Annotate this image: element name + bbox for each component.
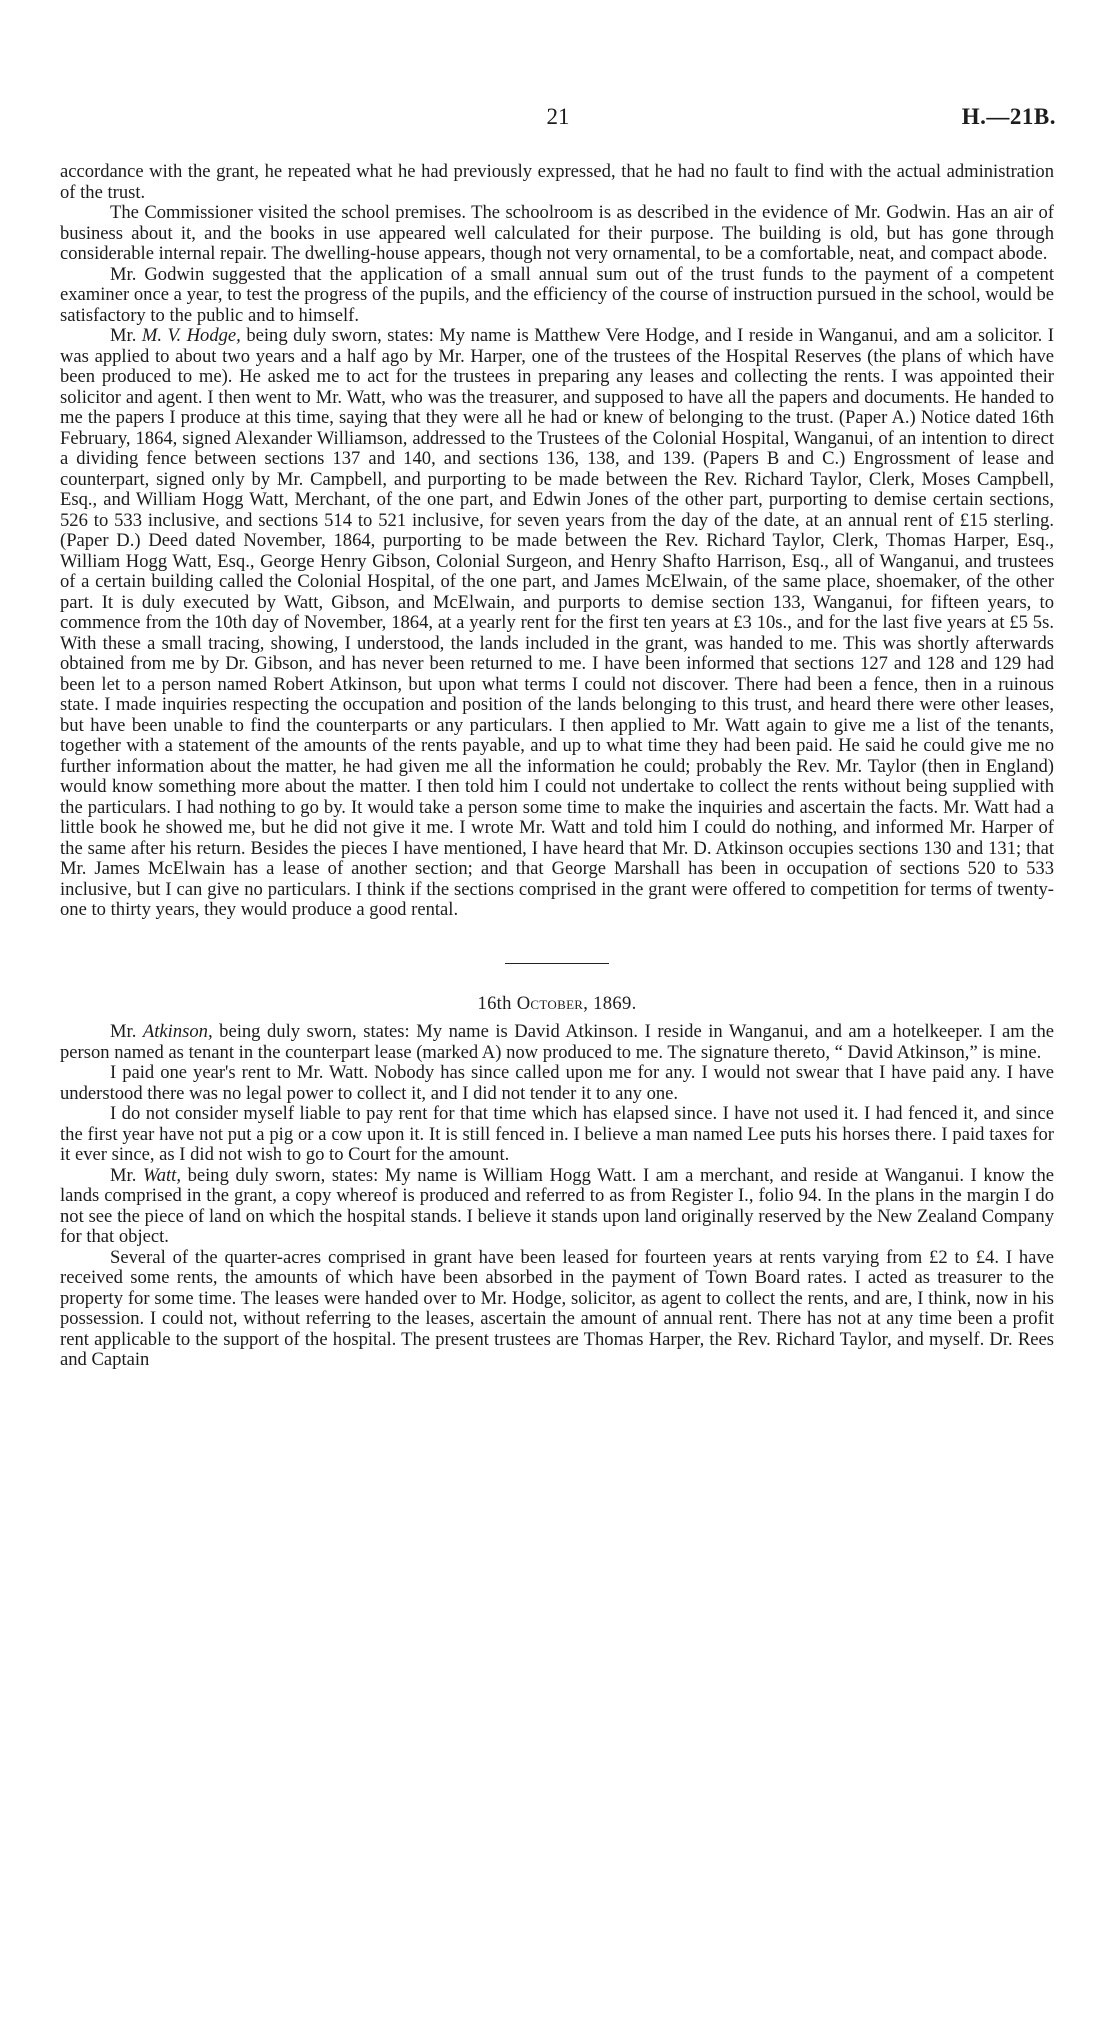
date-year: , 1869. — [583, 992, 637, 1014]
date-day: 16th — [477, 992, 512, 1014]
page-number: 21 — [546, 104, 570, 129]
witness-statement: being duly sworn, states: My name is Matthew Vere Hodge, and I reside in Wanganui, and am a solicitor. I was applied to about two years and a half ago by Mr. Harper, one of the trustees of the Hospital Reserves (the plans of which have been produced to me). He asked me to act for the trustees in preparing any leases and collecting the rents. I was appointed their solicitor and agent. I then went to Mr. Watt, who was the treasurer, and supposed to have all the papers and documents. He handed to me the papers I produce at this time, saying that they were all he had or knew of belonging to the trust. (Paper A.) Notice dated 16th February, 1864, signed Alexander Williamson, addressed to the Trustees of the Colonial Hospital, Wanganui, of an intention to direct a dividing fence between sections 137 and 140, and sections 136, 138, and 139. (Papers B and C.) Engrossment of lease and counterpart, signed only by Mr. Campbell, and purporting to be made between the Rev. Richard Taylor, Clerk, Moses Campbell, Esq., and William Hogg Watt, Merchant, of the one part, and Edwin Jones of the other part, purporting to demise certain sections, 526 to 533 inclusive, and sections 514 to 521 inclusive, for seven years from the day of the date, at an annual rent of £15 sterling. (Paper D.) Deed dated November, 1864, purporting to be made between the Rev. Richard Taylor, Clerk, Thomas Harper, Esq., William Hogg Watt, Esq., George Henry Gibson, Colonial Surgeon, and Henry Shafto Harrison, Esq., all of Wanganui, and trustees of a certain building called the Colonial Hospital, of the one part, and James McElwain, of the same place, shoemaker, of the other part. It is duly executed by Watt, Gibson, and McElwain, and purports to demise section 133, Wanganui, for fifteen years, to commence from the 10th day of November, 1864, at a yearly rent for the first ten years at £3 10s., and for the last five years at £5 5s. With these a small tracing, showing, I understood, the lands included in the grant, was handed to me. This was shortly afterwards obtained from me by Dr. Gibson, and has never been returned to me. I have been informed that sections 127 and 128 and 129 had been let to a person named Robert Atkinson, but upon what terms I could not discover. There had been a fence, then in a ruinous state. I made inquiries respecting the occupation and position of the lands belonging to this trust, and heard there were other leases, but have been unable to find the counterparts or any particulars. I then applied to Mr. Watt again to give me a list of the tenants, together with a statement of the amounts of the rents payable, and up to what time they had been paid. He said he could give me no further information about the matter, he had given me all the information he could; probably the Rev. Mr. Taylor (then in England) would know something more about the matter. I then told him I could not undertake to collect the rents without being supplied with the particulars. I had nothing to go by. It would take a person some time to make the inquiries and ascertain the facts. Mr. Watt had a little book he showed me, but he did not give it me. I wrote Mr. Watt and told him I could do nothing, and informed Mr. Harper of the same after his return. Besides the pieces I have mentioned, I have heard that Mr. D. Atkinson occupies sections 130 and 131; that Mr. James McElwain has a lease of another section; and that George Marshall has been in occupation of sections 520 to 533 inclusive, but I can give no particulars. I think if the sections comprised in the grant were offered to competition for terms of twenty-one to thirty years, they would produce a good rental. — [60, 325, 1054, 920]
witness-statement: being duly sworn, states: My name is William Hogg Watt. I am a merchant, and reside at Wanganui. I know the lands comprised in the grant, a copy whereof is produced and referred to as from Register I., folio 94. In the plans in the margin I do not see the piece of land on which the hospital stands. I believe it stands upon land originally reserved by the New Zealand Company for that object. — [60, 1164, 1054, 1247]
witness-name: Watt, — [142, 1164, 181, 1186]
witness-lead: Mr. — [110, 1164, 143, 1186]
paragraph-watt-leases: Several of the quarter-acres comprised in grant have been leased for fourteen years at rents varying from £2 to £4. I have received some rents, the amounts of which have been absorbed in the payment of Town Board rates. I acted as treasurer to the property for some time. The leases were handed over to Mr. Hodge, solicitor, as agent to collect the rents, and are, I think, now in his possession. I could not, without referring to the leases, ascertain the amount of annual rent. There has not at any time been a profit rent applicable to the support of the hospital. The present trustees are Thomas Harper, the Rev. Richard Taylor, and myself. Dr. Rees and Captain — [60, 1246, 1054, 1370]
witness-lead: Mr. — [110, 1021, 143, 1042]
witness-lead: Mr. — [110, 325, 142, 346]
witness-name: Atkinson, — [142, 1021, 213, 1042]
paragraph-atkinson-evidence — [60, 1022, 1054, 1063]
document-reference: H.—21B. — [961, 104, 1056, 129]
date-heading — [60, 994, 1054, 1015]
paragraph-hodge-evidence — [60, 326, 1054, 921]
paragraph-continuation: accordance with the grant, he repeated what he had previously expressed, that he had no fault to find with the actual administration of the trust. — [60, 161, 1054, 203]
paragraph-godwin-suggestion: Mr. Godwin suggested that the application of a small annual sum out of the trust funds to the payment of a competent examiner once a year, to test the progress of the pupils, and the efficiency of the course of instruction pursued in the school, would be satisfactory to the public and to himself. — [60, 263, 1054, 326]
paragraph-atkinson-liability: I do not consider myself liable to pay rent for that time which has elapsed since. I have not used it. I had fenced it, and since the first year have not put a pig or a cow upon it. It is still fenced in. I believe a man named Lee puts his horses there. I paid taxes for it ever since, as I did not wish to go to Court for the amount. — [60, 1103, 1054, 1165]
witness-name: M. V. Hodge, — [141, 325, 241, 346]
date-month: October — [516, 992, 584, 1014]
section-divider — [505, 963, 609, 964]
body-text — [60, 162, 1054, 1371]
page-header — [60, 104, 1056, 138]
paragraph-watt-evidence — [60, 1166, 1054, 1248]
paragraph-atkinson-rent: I paid one year's rent to Mr. Watt. Nobody has since called upon me for any. I would not swear that I have paid any. I have understood there was no legal power to collect it, and I did not tender it to any one. — [60, 1062, 1054, 1104]
witness-statement: being duly sworn, states: My name is David Atkinson. I reside in Wanganui, and am a hotelkeeper. I am the person named as tenant in the counterpart lease (marked A) now produced to me. The signature thereto, “ David Atkinson,” is mine. — [60, 1021, 1055, 1063]
paragraph-school-visit: The Commissioner visited the school premises. The schoolroom is as described in the evidence of Mr. Godwin. Has an air of business about it, and the books in use appeared well calculated for their purpose. The building is old, but has gone through considerable internal repair. The dwelling-house appears, though not very ornamental, to be a comfortable, neat, and compact abode. — [60, 202, 1054, 264]
